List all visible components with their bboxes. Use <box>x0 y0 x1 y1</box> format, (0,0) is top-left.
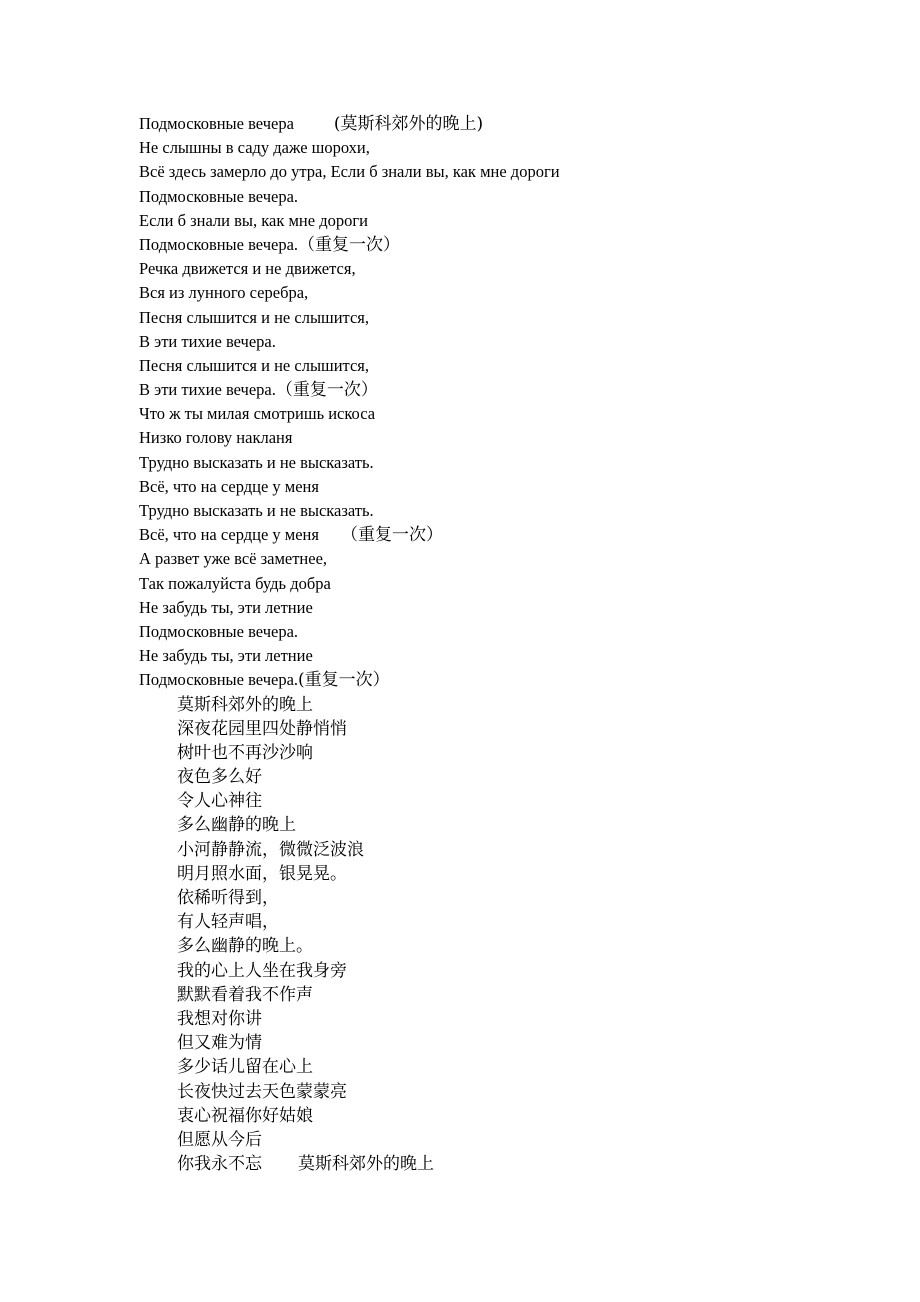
russian-line-7: Вся из лунного серебра, <box>139 283 309 303</box>
russian-line-21: Подмосковные вечера. <box>139 621 299 641</box>
repeat-note: （重复一次） <box>275 380 378 401</box>
russian-line-5 <box>139 233 859 257</box>
russian-line-1: Не слышны в саду даже шорохи, <box>139 138 370 158</box>
russian-line-10: Песня слышится и не слышится, <box>139 355 370 375</box>
russian-line-6: Речка движется и не движется, <box>139 259 356 279</box>
chinese-line-2: 深夜花园里四处静悄悄 <box>177 718 347 739</box>
chinese-line-13: 默默看着我不作声 <box>177 984 313 1005</box>
russian-line-15: Всё, что на сердце у меня <box>139 476 319 496</box>
russian-line-20: Не забудь ты, эти летние <box>139 597 313 617</box>
chinese-closing-title: 莫斯科郊外的晚上 <box>298 1154 434 1175</box>
russian-line-13: Низко голову накланя <box>139 428 293 448</box>
russian-line-12: Что ж ты милая смотришь искоса <box>139 404 376 424</box>
chinese-line-7: 小河静静流，微微泛波浪 <box>177 839 364 860</box>
chinese-line-17: 长夜快过去天色蒙蒙亮 <box>177 1081 347 1102</box>
russian-title: Подмосковные вечера <box>139 114 294 133</box>
russian-line-9: В эти тихие вечера. <box>139 331 276 351</box>
chinese-line-10: 有人轻声唱， <box>177 912 279 933</box>
chinese-line-20-text: 你我永不忘 <box>177 1154 262 1175</box>
russian-line-23-text: Подмосковные вечера. <box>139 670 299 690</box>
russian-line-22: Не забудь ты, эти летние <box>139 646 313 666</box>
russian-line-11 <box>139 378 859 402</box>
russian-line-3: Подмосковные вечера. <box>139 186 299 206</box>
chinese-line-15: 但又难为情 <box>177 1033 262 1054</box>
russian-line-19: Так пожалуйста будь добра <box>139 573 331 593</box>
chinese-line-6: 多么幽静的晚上 <box>177 815 296 836</box>
russian-line-5-text: Подмосковные вечера. <box>139 234 299 254</box>
chinese-line-11: 多么幽静的晚上。 <box>177 936 313 957</box>
repeat-note: （重复一次） <box>340 525 443 546</box>
chinese-line-12: 我的心上人坐在我身旁 <box>177 960 347 981</box>
chinese-title: (莫斯科郊外的晚上) <box>333 114 484 134</box>
lyrics-block <box>139 112 859 1176</box>
russian-line-14: Трудно высказать и не высказать. <box>139 452 374 472</box>
lyrics-title-line <box>139 112 859 136</box>
chinese-line-5: 令人心神往 <box>177 791 262 812</box>
repeat-note: (重复一次） <box>298 670 390 691</box>
chinese-line-1: 莫斯科郊外的晚上 <box>177 694 313 715</box>
chinese-line-3: 树叶也不再沙沙响 <box>177 742 313 763</box>
russian-line-23 <box>139 668 859 692</box>
russian-line-8: Песня слышится и не слышится, <box>139 307 370 327</box>
russian-line-17-text: Всё, что на сердце у меня <box>139 525 319 545</box>
repeat-note: （重复一次） <box>298 234 401 255</box>
chinese-line-9: 依稀听得到， <box>177 888 279 908</box>
russian-line-2: Всё здесь замерло до утра, Если б знали вы, как мне дороги <box>139 162 560 182</box>
russian-line-4: Если б знали вы, как мне дороги <box>139 210 368 230</box>
russian-line-17 <box>139 523 859 547</box>
chinese-line-4: 夜色多么好 <box>177 767 262 788</box>
chinese-line-18: 衷心祝福你好姑娘 <box>177 1105 313 1126</box>
chinese-line-16: 多少话儿留在心上 <box>177 1057 313 1078</box>
chinese-line-20 <box>139 1152 859 1176</box>
chinese-line-14: 我想对你讲 <box>177 1008 262 1029</box>
chinese-line-8: 明月照水面，银晃晃。 <box>177 863 347 884</box>
russian-line-16: Трудно высказать и не высказать. <box>139 501 374 520</box>
russian-line-11-text: В эти тихие вечера. <box>139 380 276 400</box>
chinese-line-19: 但愿从今后 <box>177 1129 262 1150</box>
russian-line-18: А развет уже всё заметнее, <box>139 549 328 569</box>
